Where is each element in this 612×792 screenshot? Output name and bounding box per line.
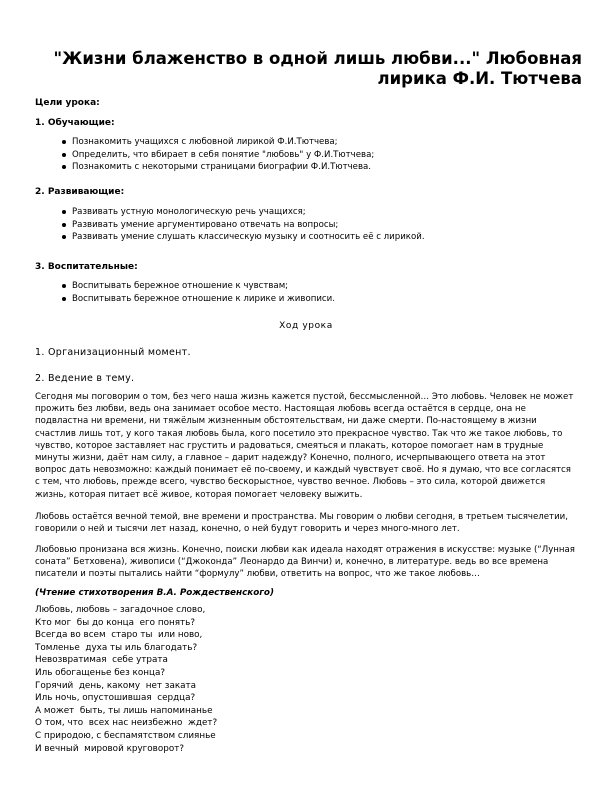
group-heading-developing: 2. Развивающие:	[35, 187, 125, 197]
poem-line: Всегда во всем старо ты или ново,	[35, 630, 203, 641]
list-item: Познакомить учащихся с любовной лирикой Ф.И.Тютчева;	[35, 136, 374, 149]
list-item: Воспитывать бережное отношение к чувствам;	[35, 280, 335, 293]
learning-goals-list	[35, 136, 374, 174]
poem	[35, 604, 217, 755]
list-item: Познакомить с некоторыми страницами биографии Ф.И.Тютчева.	[35, 161, 374, 174]
poem-line: А может быть, ты лишь напоминанье	[35, 705, 213, 716]
poem-line: Иль обогащенье без конца?	[35, 667, 166, 678]
list-item: Развивать умение аргументировано отвечать на вопросы;	[35, 219, 425, 232]
poem-line: Кто мог бы до конца его понять?	[35, 617, 195, 628]
list-item: Развивать умение слушать классическую музыку и соотносить её с лирикой.	[35, 231, 425, 244]
poem-line: Невозвратимая себе утрата	[35, 655, 168, 666]
section-organization: 1. Организационный момент.	[35, 347, 191, 358]
poem-line: Любовь, любовь – загадочное слово,	[35, 605, 206, 615]
group-heading-learning: 1. Обучающие:	[35, 118, 115, 128]
paragraph: Любовью пронизана вся жизнь. Конечно, поиски любви как идеала находят отражения в искусстве: музыке (“Лунная соната” Бетховена), живописи (“Джоконда” Леонардо да Винчи) и, конечно, в литературе. ведь во все времена писатели и поэты пытались найти “формулу” любви, ответить на вопрос, что же такое любовь…	[35, 545, 575, 580]
paragraph: Любовь остаётся вечной темой, вне времени и пространства. Мы говорим о любви сегодня, в третьем тысячелетии, говорили о ней и тысячи лет назад, конечно, о ней будут говорить и через много-много лет.	[35, 512, 568, 535]
poem-line: И вечный мировой круговорот?	[35, 743, 185, 754]
poem-line: Томленье духа ты иль благодать?	[35, 642, 198, 653]
goals-heading: Цели урока:	[35, 98, 100, 108]
poem-line: Горячий день, какому нет заката	[35, 680, 197, 691]
list-item: Развивать устную монологическую речь учащихся;	[35, 206, 425, 219]
list-item: Определить, что вбирает в себя понятие "любовь" у Ф.И.Тютчева;	[35, 149, 374, 162]
poem-line: Иль ночь, опустошившая сердца?	[35, 693, 196, 704]
reading-note: (Чтение стихотворения В.А. Рождественского)	[35, 588, 274, 598]
group-heading-educational: 3. Воспитательные:	[35, 262, 138, 272]
educational-goals-list	[35, 280, 335, 305]
list-item: Воспитывать бережное отношение к лирике и живописи.	[35, 293, 335, 306]
poem-line: О том, что всех нас неизбежно ждет?	[35, 718, 218, 729]
paragraph: Сегодня мы поговорим о том, без чего наша жизнь кажется пустой, бессмысленной… Это любовь. Человек не может прожить без любви, ведь она занимает особое место. Настоящая любовь всегда остаётся в сердце, она не подвластна ни времени, ни тяжёлым жизненным обстоятельствам, ни даже смерти. По-настоящему в жизни счастлив лишь тот, у кого такая любовь была, кого посетило это прекрасное чувство. Так что же такое любовь, то чувство, которое заставляет нас грустить и радоваться, смеяться и плакать, которое помогает нам в трудные минуты жизни, даёт нам силу, а главное – дарит надежду? Конечно, полного, исчерпывающего ответа на этот вопрос дать невозможно: каждый понимает её по-своему, и каждый чувствует своё. Но я думаю, что все согласятся с тем, что любовь, прежде всего, чувство бескорыстное, чувство вечное. Любовь – это сила, которой движется жизнь, которая питает всё живое, которая помогает человеку выжить.	[35, 392, 574, 500]
section-introduction: 2. Ведение в тему.	[35, 373, 135, 384]
poem-line: С природою, с беспамятством слиянье	[35, 730, 216, 741]
lesson-course-heading: Ход урока	[279, 321, 333, 331]
page-title: "Жизни блаженство в одной лишь любви..." Любовная лирика Ф.И. Тютчева	[53, 49, 582, 88]
developing-goals-list	[35, 206, 425, 244]
